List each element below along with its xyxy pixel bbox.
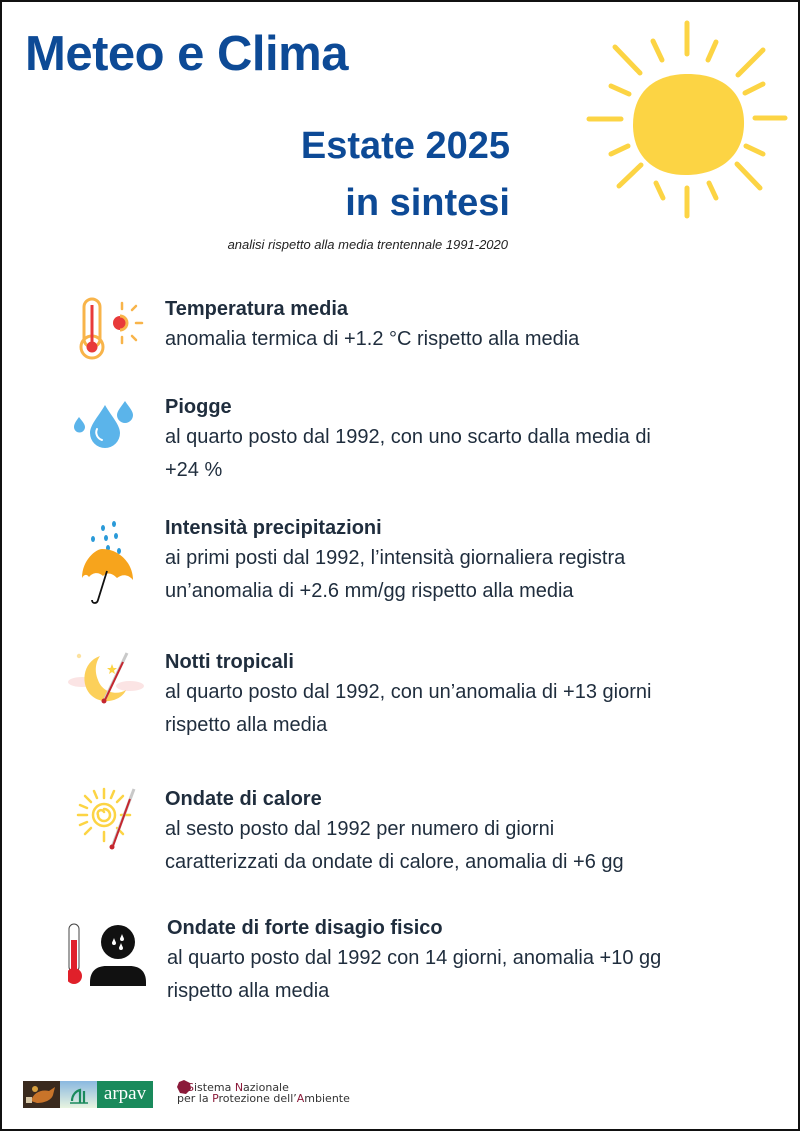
item-title: Intensità precipitazioni xyxy=(165,517,382,539)
item-line: al sesto posto dal 1992 per numero di giorni xyxy=(165,818,555,840)
item-line: anomalia termica di +1.2 °C rispetto alla media xyxy=(165,328,580,350)
snpa-logo-text: Sistema Nazionale per la Protezione dell’Ambiente xyxy=(177,1081,350,1105)
item-line: rispetto alla media xyxy=(167,980,330,1002)
person-sweating-thermometer-icon xyxy=(68,922,150,992)
sun-icon xyxy=(585,18,790,223)
item-line: al quarto posto dal 1992, con un’anomalia di +13 giorni xyxy=(165,681,652,703)
subtitle xyxy=(301,118,510,232)
arpav-wordmark: arpav xyxy=(97,1081,153,1108)
item-line: un’anomalia di +2.6 mm/gg rispetto alla media xyxy=(165,580,574,602)
harp-icon xyxy=(60,1081,97,1108)
item-title: Ondate di forte disagio fisico xyxy=(167,917,443,939)
item-line: caratterizzati da ondate di calore, anomalia di +6 gg xyxy=(165,851,624,873)
lion-of-st-mark-icon xyxy=(23,1081,60,1108)
item-title: Ondate di calore xyxy=(165,788,322,810)
subtitle-line-1: Estate 2025 xyxy=(300,125,510,167)
item-title: Notti tropicali xyxy=(165,651,294,673)
arpav-logo xyxy=(23,1081,153,1108)
water-drops-icon xyxy=(62,393,144,463)
moon-thermometer-icon xyxy=(66,648,148,718)
umbrella-rain-icon xyxy=(62,516,144,608)
subtitle-line-2: in sintesi xyxy=(345,182,510,224)
sun-thermometer-icon xyxy=(70,785,152,855)
item-line: al quarto posto dal 1992, con uno scarto dalla media di xyxy=(165,426,651,448)
item-title: Temperatura media xyxy=(165,298,349,320)
item-line: ai primi posti dal 1992, l’intensità giornaliera registra xyxy=(165,547,626,569)
item-line: rispetto alla media xyxy=(165,714,328,736)
thermometer-sun-icon xyxy=(62,295,144,365)
analysis-note: analisi rispetto alla media trentennale 1991-2020 xyxy=(227,237,508,252)
item-line: al quarto posto dal 1992 con 14 giorni, anomalia +10 gg xyxy=(167,947,662,969)
item-line: +24 % xyxy=(165,459,223,481)
item-title: Piogge xyxy=(165,396,232,418)
main-title: Meteo e Clima xyxy=(25,27,348,81)
